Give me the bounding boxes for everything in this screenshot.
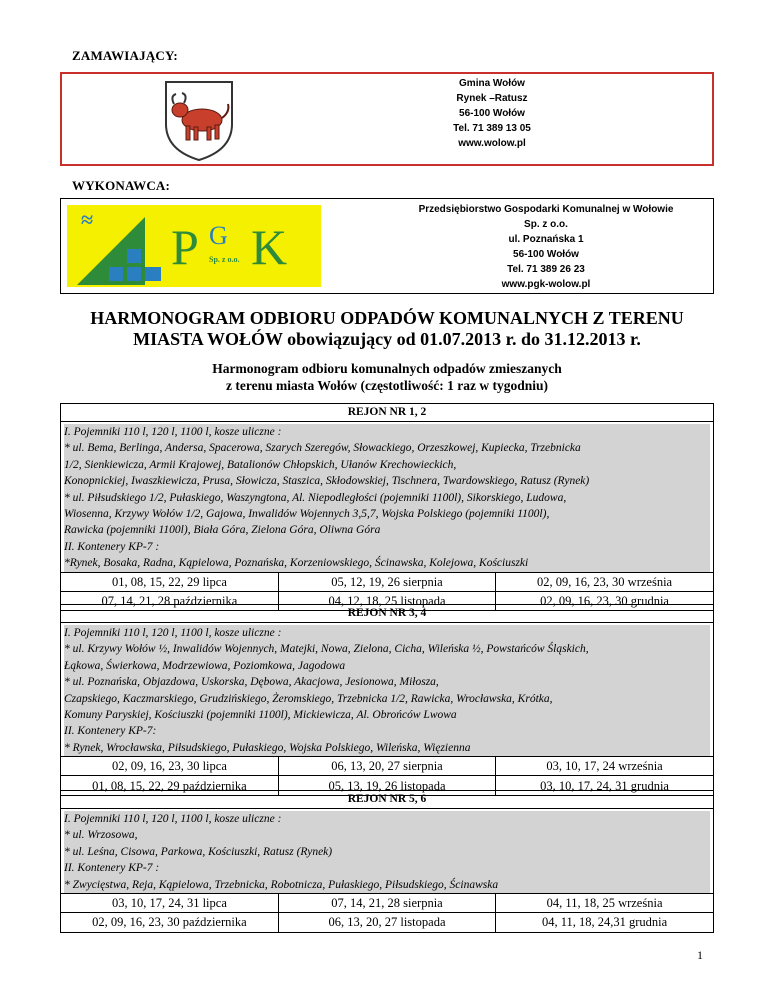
desc-line: * ul. Leśna, Cisowa, Parkowa, Kościuszki, Ratusz (Rynek) xyxy=(64,844,710,860)
dates-table xyxy=(61,756,713,795)
desc-line: Wiosenna, Krzywy Wołów 1/2, Gajowa, Inwalidów Wojennych 3,5,7, Wojska Polskiego (pojemniki 1100l), xyxy=(64,506,710,522)
rejon-description xyxy=(61,809,713,893)
desc-line: *Rynek, Bosaka, Radna, Kąpielowa, Poznańska, Korzeniowskiego, Ścinawska, Kolejowa, Kościuszki xyxy=(64,555,710,571)
contact-line: 56-100 Wołów xyxy=(513,249,579,260)
contact-line: ul. Poznańska 1 xyxy=(508,234,584,245)
date-cell: 05, 13, 19, 26 listopada xyxy=(278,776,495,795)
logo-letter-k: K xyxy=(251,219,288,275)
rejon-header: REJON NR 5, 6 xyxy=(61,791,713,809)
desc-line: Rawicka (pojemniki 1100l), Biała Góra, Zielona Góra, Oliwna Góra xyxy=(64,522,710,538)
rejon-5-6 xyxy=(60,790,714,933)
title-line: MIASTA WOŁÓW obowiązujący od 01.07.2013 r. do 31.12.2013 r. xyxy=(133,329,641,349)
desc-line: Łąkowa, Świerkowa, Modrzewiowa, Poziomkowa, Jagodowa xyxy=(64,658,710,674)
date-cell: 06, 13, 20, 27 listopada xyxy=(278,913,495,932)
date-cell: 04, 11, 18, 24,31 grudnia xyxy=(496,913,713,932)
desc-line: Czapskiego, Kaczmarskiego, Grudzińskiego, Żeromskiego, Trzebnicka 1/2, Rawicka, Wrocławska, Krótka, xyxy=(64,691,710,707)
contact-line: Przedsiębiorstwo Gospodarki Komunalnej w Wołowie xyxy=(418,204,674,215)
page-subtitle xyxy=(60,360,714,394)
desc-line: * ul. Piłsudskiego 1/2, Pułaskiego, Waszyngtona, Al. Niepodległości (pojemniki 1100l), Sikorskiego, Ludowa, xyxy=(64,490,710,506)
wykonawca-label: WYKONAWCA: xyxy=(72,178,171,193)
rejon-header: REJON NR 3, 4 xyxy=(61,605,713,623)
desc-line: * Zwycięstwa, Reja, Kąpielowa, Trzebnicka, Robotnicza, Pułaskiego, Piłsudskiego, Ścinawska xyxy=(64,877,710,893)
wave-icon: ≈ xyxy=(81,207,94,232)
desc-line: I. Pojemniki 110 l, 120 l, 1100 l, kosze uliczne : xyxy=(64,424,710,440)
date-cell: 03, 10, 17, 24, 31 lipca xyxy=(61,894,278,913)
contact-line: Sp. z o.o. xyxy=(524,219,568,230)
contact-line: Tel. 71 389 26 23 xyxy=(507,264,585,275)
desc-line: Komuny Paryskiej, Kościuszki (pojemniki 1100l), Mickiewicza, Al. Obrońców Lwowa xyxy=(64,707,710,723)
contact-line: www.wolow.pl xyxy=(458,138,526,149)
logo-sub: Sp. z o.o. xyxy=(209,255,240,264)
pgk-logo xyxy=(67,205,321,287)
date-cell: 02, 09, 16, 23, 30 grudnia xyxy=(496,591,713,610)
rejon-description xyxy=(61,422,713,572)
date-cell: 05, 12, 19, 26 sierpnia xyxy=(278,572,495,591)
date-cell: 01, 08, 15, 22, 29 lipca xyxy=(61,572,278,591)
rejon-1-2 xyxy=(60,403,714,611)
desc-line: 1/2, Sienkiewicza, Armii Krajowej, Batalionów Chłopskich, Ułanów Krechowieckich, xyxy=(64,457,710,473)
page-title xyxy=(60,308,714,350)
date-cell: 03, 10, 17, 24 września xyxy=(496,757,713,776)
wykonawca-contact xyxy=(381,202,711,292)
date-cell: 02, 09, 16, 23, 30 września xyxy=(496,572,713,591)
desc-line: II. Kontenery KP-7: xyxy=(64,723,710,739)
date-cell: 03, 10, 17, 24, 31 grudnia xyxy=(496,776,713,795)
subtitle-line: Harmonogram odbioru komunalnych odpadów zmieszanych xyxy=(212,361,562,376)
date-cell: 04, 12, 18, 25 listopada xyxy=(278,591,495,610)
date-cell: 02, 09, 16, 23, 30 lipca xyxy=(61,757,278,776)
wolow-coat-of-arms xyxy=(162,78,236,162)
desc-line: I. Pojemniki 110 l, 120 l, 1100 l, kosze uliczne : xyxy=(64,811,710,827)
desc-line: * ul. Wrzosowa, xyxy=(64,827,710,843)
zamawiajacy-contact xyxy=(392,76,592,151)
rejon-description xyxy=(61,623,713,756)
subtitle-line: z terenu miasta Wołów (częstotliwość: 1 raz w tygodniu) xyxy=(226,378,548,393)
date-cell: 06, 13, 20, 27 sierpnia xyxy=(278,757,495,776)
rejon-header: REJON NR 1, 2 xyxy=(61,404,713,422)
desc-line: * ul. Krzywy Wołów ½, Inwalidów Wojennych, Matejki, Nowa, Zielona, Cicha, Wileńska ½, Powstańców Śląskich, xyxy=(64,641,710,657)
date-cell: 04, 11, 18, 25 września xyxy=(496,894,713,913)
rejon-3-4 xyxy=(60,604,714,796)
page-number: 1 xyxy=(697,948,703,962)
date-cell: 02, 09, 16, 23, 30 października xyxy=(61,913,278,932)
desc-line: II. Kontenery KP-7 : xyxy=(64,860,710,876)
zamawiajacy-label: ZAMAWIAJĄCY: xyxy=(72,48,178,63)
desc-line: * ul. Poznańska, Objazdowa, Uskorska, Dębowa, Akacjowa, Jesionowa, Miłosza, xyxy=(64,674,710,690)
contact-line: 56-100 Wołów xyxy=(459,108,525,119)
dates-table xyxy=(61,893,713,932)
desc-line: Konopnickiej, Iwaszkiewicza, Prusa, Słowicza, Staszica, Skłodowskiej, Tischnera, Twardowskiego, Ratusz (Rynek) xyxy=(64,473,710,489)
contact-line: www.pgk-wolow.pl xyxy=(501,279,591,290)
desc-line: * Rynek, Wrocławska, Piłsudskiego, Pułaskiego, Wojska Polskiego, Wileńska, Więzienna xyxy=(64,740,710,756)
contact-line: Gmina Wołów xyxy=(459,78,525,89)
date-cell: 07, 14, 21, 28 sierpnia xyxy=(278,894,495,913)
desc-line: II. Kontenery KP-7 : xyxy=(64,539,710,555)
desc-line: * ul. Bema, Berlinga, Andersa, Spacerowa, Szarych Szeregów, Słowackiego, Orzeszkowej, Kupiecka, Trzebnicka xyxy=(64,440,710,456)
desc-line: I. Pojemniki 110 l, 120 l, 1100 l, kosze uliczne : xyxy=(64,625,710,641)
zamawiajacy-box xyxy=(60,72,714,166)
date-cell: 01, 08, 15, 22, 29 października xyxy=(61,776,278,795)
date-cell: 07, 14, 21, 28 października xyxy=(61,591,278,610)
wykonawca-box xyxy=(60,198,714,294)
title-line: HARMONOGRAM ODBIORU ODPADÓW KOMUNALNYCH Z TERENU xyxy=(90,308,684,328)
logo-letter-p: P xyxy=(171,219,199,275)
contact-line: Rynek –Ratusz xyxy=(456,93,528,104)
logo-letter-g: G xyxy=(209,221,228,250)
contact-line: Tel. 71 389 13 05 xyxy=(453,123,531,134)
